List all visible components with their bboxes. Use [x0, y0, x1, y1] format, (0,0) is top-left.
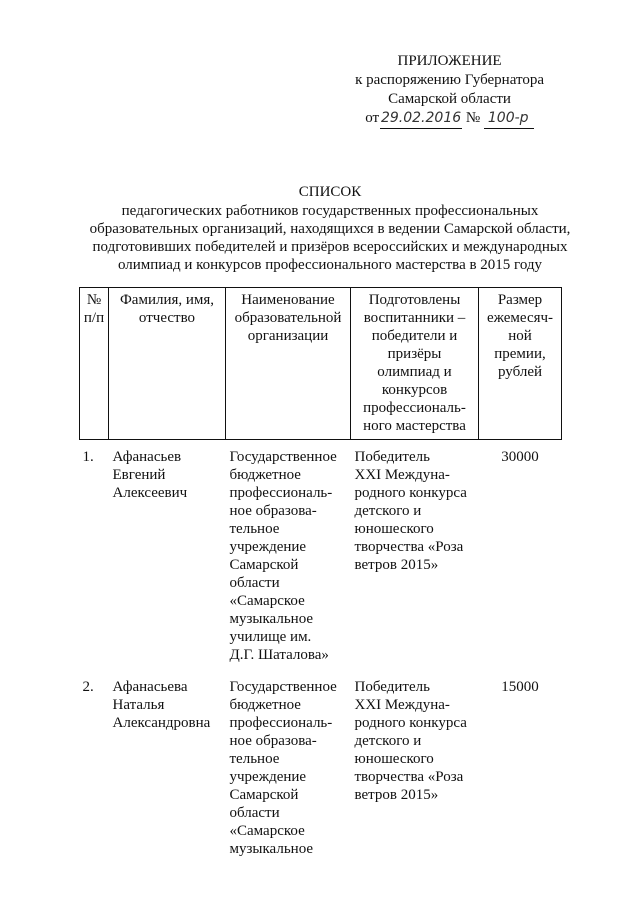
- text-line: юношеского: [354, 751, 434, 767]
- text-line: ное образова-: [229, 733, 317, 749]
- title-line-1: педагогических работников государственных профессиональных: [121, 203, 539, 219]
- text-line: образовательной: [234, 310, 342, 326]
- text-line: XXI Междуна-: [354, 697, 450, 713]
- handwritten-number: 100-р: [484, 109, 534, 129]
- text-line: профессиональ-: [363, 400, 466, 416]
- text-line: XXI Междуна-: [354, 467, 450, 483]
- cell-name: [109, 670, 226, 858]
- text-line: учреждение: [229, 539, 307, 555]
- appendix-block: [355, 52, 544, 129]
- text-line: тельное: [229, 521, 280, 537]
- text-line: Афанасьев: [112, 449, 182, 465]
- text-line: Подготовлены: [368, 292, 461, 308]
- text-line: п/п: [83, 310, 105, 326]
- title-line-4: олимпиад и конкурсов профессионального мастерства в 2015 году: [117, 257, 543, 273]
- text-line: Самарской: [229, 557, 299, 573]
- table-header-row: [80, 288, 562, 440]
- text-line: олимпиад и: [377, 364, 452, 380]
- text-line: музыкальное: [229, 841, 314, 857]
- cell-amount: 30000: [501, 449, 539, 465]
- text-line: ветров 2015»: [354, 787, 439, 803]
- text-line: профессиональ-: [229, 485, 333, 501]
- text-line: Фамилия, имя,: [119, 292, 215, 308]
- text-line: Наталья: [112, 697, 165, 713]
- cell-amount: 15000: [501, 679, 539, 695]
- text-line: ное образова-: [229, 503, 317, 519]
- text-line: Государственное: [229, 679, 337, 695]
- header-achievement: [351, 288, 479, 440]
- text-line: области: [229, 805, 280, 821]
- text-line: учреждение: [229, 769, 307, 785]
- text-line: победители и: [371, 328, 458, 344]
- header-org: [226, 288, 351, 440]
- text-line: конкурсов: [381, 382, 448, 398]
- appendix-region-line: Самарской области: [388, 91, 511, 107]
- text-line: рублей: [497, 364, 543, 380]
- cell-name: [109, 440, 226, 671]
- title-heading: СПИСОК: [298, 184, 362, 200]
- text-line: ного мастерства: [363, 418, 466, 434]
- text-line: ежемесяч-: [486, 310, 554, 326]
- text-line: родного конкурса: [354, 485, 467, 501]
- cell-org: [226, 670, 351, 858]
- header-name: [109, 288, 226, 440]
- text-line: училище им.: [229, 629, 312, 645]
- text-line: ной премии,: [494, 328, 546, 362]
- text-line: отчество: [138, 310, 196, 326]
- table-row: [80, 670, 562, 858]
- text-line: призёры: [387, 346, 442, 362]
- table-row: [80, 440, 562, 671]
- header-amount: [479, 288, 562, 440]
- document-title: [80, 183, 580, 274]
- text-line: Наименование: [241, 292, 335, 308]
- text-line: Государственное: [229, 449, 337, 465]
- text-line: творчества «Роза: [354, 539, 464, 555]
- text-line: Размер: [497, 292, 543, 308]
- text-line: профессиональ-: [229, 715, 333, 731]
- text-line: Евгений: [112, 467, 166, 483]
- appendix-label: ПРИЛОЖЕНИЕ: [397, 53, 502, 69]
- text-line: «Самарское: [229, 823, 305, 839]
- title-line-3: подготовивших победителей и призёров всероссийских и международных: [92, 239, 568, 255]
- text-line: тельное: [229, 751, 280, 767]
- text-line: Победитель: [354, 449, 430, 465]
- title-line-2: образовательных организаций, находящихся в ведении Самарской области,: [89, 221, 571, 237]
- appendix-order-line: к распоряжению Губернатора: [355, 72, 544, 88]
- text-line: юношеского: [354, 521, 434, 537]
- text-line: области: [229, 575, 280, 591]
- text-line: детского и: [354, 733, 422, 749]
- text-line: музыкальное: [229, 611, 314, 627]
- teachers-table: [79, 287, 562, 858]
- text-line: бюджетное: [229, 467, 301, 483]
- text-line: организации: [247, 328, 329, 344]
- cell-num: 2.: [82, 679, 94, 695]
- text-line: Афанасьева: [112, 679, 188, 695]
- text-line: «Самарское: [229, 593, 305, 609]
- text-line: детского и: [354, 503, 422, 519]
- header-num: [80, 288, 109, 440]
- date-prefix: от: [365, 110, 380, 126]
- text-line: Самарской: [229, 787, 299, 803]
- cell-num: 1.: [82, 449, 94, 465]
- number-prefix: №: [465, 110, 481, 126]
- cell-achievement: [351, 440, 479, 671]
- appendix-date-line: [355, 109, 544, 129]
- text-line: воспитанники –: [363, 310, 466, 326]
- text-line: творчества «Роза: [354, 769, 464, 785]
- text-line: Победитель: [354, 679, 430, 695]
- text-line: Алексеевич: [112, 485, 188, 501]
- text-line: ветров 2015»: [354, 557, 439, 573]
- cell-org: [226, 440, 351, 671]
- text-line: родного конкурса: [354, 715, 467, 731]
- text-line: Александровна: [112, 715, 211, 731]
- cell-achievement: [351, 670, 479, 858]
- text-line: бюджетное: [229, 697, 301, 713]
- handwritten-date: 29.02.2016: [380, 109, 462, 129]
- text-line: Д.Г. Шаталова»: [229, 647, 329, 663]
- text-line: №: [86, 292, 102, 308]
